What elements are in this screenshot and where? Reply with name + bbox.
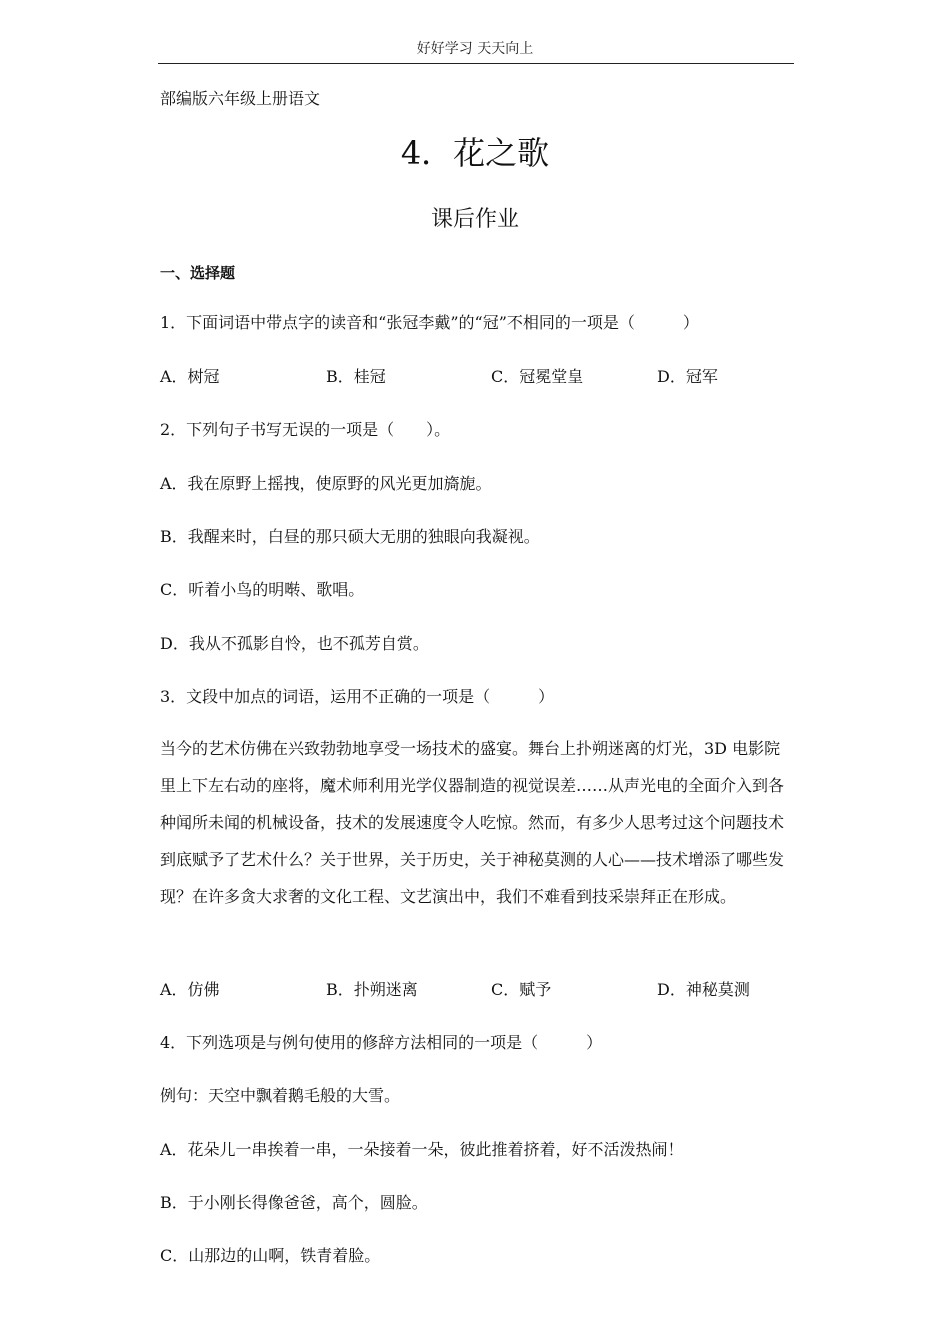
question-4-option-b: B．于小刚长得像爸爸，高个，圆脸。 <box>160 1193 428 1212</box>
question-4-option-c: C．山那边的山啊，铁青着脸。 <box>160 1246 381 1265</box>
section-heading: 一、选择题 <box>160 264 236 282</box>
course-label: 部编版六年级上册语文 <box>160 89 321 108</box>
header-divider <box>158 63 794 64</box>
page-title: 4．花之歌 <box>400 134 550 172</box>
question-1-option-c: C．冠冕堂皇 <box>491 367 584 386</box>
question-3-option-c: C．赋予 <box>491 980 552 999</box>
question-1-option-b: B．桂冠 <box>326 367 386 386</box>
question-2-option-a: A．我在原野上摇拽，使原野的风光更加旖旎。 <box>160 474 492 493</box>
question-1-stem: 1．下面词语中带点字的读音和“张冠李戴”的“冠”不相同的一项是（ ） <box>160 313 699 332</box>
question-3-option-b: B．扑朔迷离 <box>326 980 418 999</box>
question-2-option-d: D．我从不孤影自怜，也不孤芳自赏。 <box>160 634 429 653</box>
question-2-option-c: C．听着小鸟的明啭、歌唱。 <box>160 580 365 599</box>
page-subtitle: 课后作业 <box>430 207 519 232</box>
question-3-option-d: D．神秘莫测 <box>657 980 750 999</box>
question-1-option-d: D．冠军 <box>657 367 718 386</box>
question-4-example: 例句：天空中飘着鹅毛般的大雪。 <box>160 1086 401 1105</box>
page-header: 好好学习 天天向上 <box>416 41 534 57</box>
question-2-stem: 2．下列句子书写无误的一项是（ ）。 <box>160 420 451 439</box>
question-3-stem: 3．文段中加点的词语，运用不正确的一项是（ ） <box>160 687 555 706</box>
question-3-passage: 当今的艺术仿佛在兴致勃勃地享受一场技术的盛宴。舞台上扑朔迷离的灯光，3D 电影院里上下左右动的座将，魔术师利用光学仪器制造的视觉误差……从声光电的全面介入到各种闻所未闻的机械设备，技术的发展速度令人吃惊。然而，有多少人思考过这个问题技术到底赋予了艺术什么？关于世界，关于历史，关于神秘莫测的人心——技术增添了哪些发现？在许多贪大求奢的文化工程、文艺演出中，我们不难看到技采崇拜正在形成。 <box>160 739 785 906</box>
question-4-option-a: A．花朵儿一串挨着一串，一朵接着一朵，彼此推着挤着，好不活泼热闹！ <box>160 1140 684 1159</box>
question-1-option-a: A．树冠 <box>160 367 220 386</box>
question-2-option-b: B．我醒来时，白昼的那只硕大无朋的独眼向我凝视。 <box>160 527 540 546</box>
question-3-option-a: A．仿佛 <box>160 980 220 999</box>
question-4-stem: 4．下列选项是与例句使用的修辞方法相同的一项是（ ） <box>160 1033 603 1052</box>
